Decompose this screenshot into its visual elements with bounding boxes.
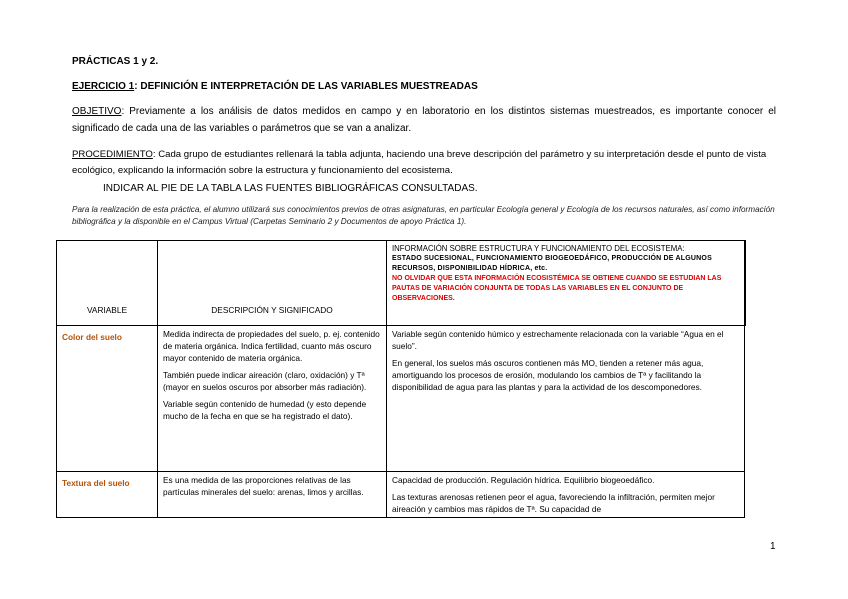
objective-label: OBJETIVO <box>72 106 122 117</box>
description-text: También puede indicar aireación (claro, oxidación) y Tª (mayor en suelos oscuros por absorber más radiación). <box>163 370 367 392</box>
objective-paragraph <box>72 103 776 137</box>
exercise-label: EJERCICIO 1 <box>72 81 135 92</box>
header-info-title: INFORMACIÓN SOBRE ESTRUCTURA Y FUNCIONAMIENTO DEL ECOSISTEMA: <box>392 244 685 253</box>
exercise-title: : DEFINICIÓN E INTERPRETACIÓN DE LAS VARIABLES MUESTREADAS <box>134 81 478 92</box>
info-text: Variable según contenido húmico y estrechamente relacionada con la variable “Agua en el suelo”. <box>392 329 724 351</box>
header-description: DESCRIPCIÓN Y SIGNIFICADO <box>158 241 387 326</box>
procedure-label: PROCEDIMIENTO <box>72 149 153 160</box>
header-info-sub: ESTADO SUCESIONAL, FUNCIONAMIENTO BIOGEOEDÁFICO, PRODUCCIÓN DE ALGUNOS RECURSOS, DISPONIBILIDAD HÍDRICA, etc. <box>392 255 712 272</box>
header-info-warning: NO OLVIDAR QUE ESTA INFORMACIÓN ECOSISTÉMICA SE OBTIENE CUANDO SE ESTUDIAN LAS PAUTAS DE VARIACIÓN CONJUNTA DE TODAS LAS VARIABLES EN EL CONJUNTO DE OBSERVACIONES. <box>392 275 722 302</box>
description-text: Es una medida de las proporciones relativas de las partículas minerales del suelo: arenas, limos y arcillas. <box>163 475 364 497</box>
table-header-row <box>57 241 745 326</box>
info-text: Capacidad de producción. Regulación hídrica. Equilibrio biogeoedáfico. <box>392 475 655 485</box>
procedure-text: : Cada grupo de estudiantes rellenará la tabla adjunta, haciendo una breve descripción del parámetro y su interpretación desde el punto de vista ecológico, explicando la información sobre la estructura y funcionamiento del ecosistema. <box>72 149 767 176</box>
variables-table <box>56 240 746 518</box>
italic-note: Para la realización de esta práctica, el alumno utilizará sus conocimientos previos de otras asignaturas, en particular Ecología general y Ecología de los recursos naturales, así como información bibliográfica y la disponible en el Campus Virtual (Carpetas Seminario 2 y Documentos de apoyo Práctica 1). <box>72 205 775 226</box>
info-cell <box>387 326 745 472</box>
description-text: Medida indirecta de propiedades del suelo, p. ej. contenido de materia orgánica. Indica fertilidad, cuanto más oscuro mayor contenido de materia orgánica. <box>163 329 380 363</box>
table-row <box>57 326 745 472</box>
description-text: Variable según contenido de humedad (y esto depende mucho de la fecha en que se ha registrado el dato). <box>163 399 367 421</box>
header-info <box>387 241 745 326</box>
exercise-heading <box>72 81 478 92</box>
procedure-paragraph <box>72 147 776 179</box>
info-text: En general, los suelos más oscuros contienen más MO, tienden a retener más agua, amortiguando los procesos de erosión, modulando los cambios de Tª y facilitando la disponibilidad de agua para las plantas y para la actividad de los descomponedores. <box>392 358 704 392</box>
bibliography-indication: INDICAR AL PIE DE LA TABLA LAS FUENTES BIBLIOGRÁFICAS CONSULTADAS. <box>103 183 478 194</box>
variable-name: Color del suelo <box>57 326 158 472</box>
info-text: Las texturas arenosas retienen peor el agua, favoreciendo la infiltración, permiten mejor aireación y cambios mas rápidos de Tª. Su capacidad de <box>392 492 715 514</box>
page-number: 1 <box>770 541 776 552</box>
description-cell <box>158 472 387 518</box>
objective-text: : Previamente a los análisis de datos medidos en campo y en laboratorio en los distintos sistemas muestreados, es importante conocer el significado de cada una de las variables o parámetros que se van a analizar. <box>72 106 776 134</box>
header-variable: VARIABLE <box>57 241 158 326</box>
description-cell <box>158 326 387 472</box>
info-cell <box>387 472 745 518</box>
table-row <box>57 472 745 518</box>
variable-name: Textura del suelo <box>57 472 158 518</box>
page-title: PRÁCTICAS 1 y 2. <box>72 56 159 67</box>
